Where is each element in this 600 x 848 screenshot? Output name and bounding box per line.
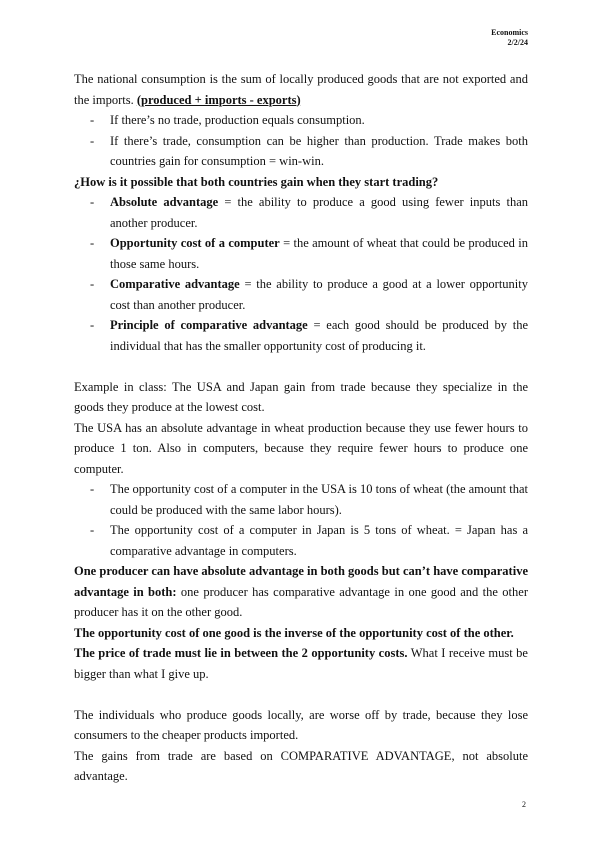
absolute-both-paragraph [74, 561, 528, 623]
definition-text: = the ability to produce a good at a lower opportunity cost than another producer. [110, 277, 528, 312]
header-date: 2/2/24 [507, 38, 528, 47]
price-text: What I receive must be bigger than what I give up. [74, 646, 528, 681]
list-item: - If there’s trade, consumption can be higher than production. Trade makes both countries gain for consumption = win-win. [74, 131, 528, 172]
consumption-formula: (produced + imports - exports) [136, 92, 301, 107]
consumption-paragraph [74, 69, 528, 110]
paragraph-spacer [74, 684, 528, 705]
definition-text: = the ability to produce a good using fewer inputs than another producer. [110, 195, 528, 230]
definition-term: Principle of comparative advantage [110, 318, 308, 332]
local-producers-paragraph: The individuals who produce goods locally, are worse off by trade, because they lose consumers to the cheaper products imported. [74, 707, 528, 742]
list-item: - The opportunity cost of a computer in the USA is 10 tons of wheat (the amount that could be produced with the same labor hours). [74, 479, 528, 520]
definition-term: Absolute advantage [110, 195, 219, 209]
absolute-both-text: one producer has comparative advantage in one good and the other producer has it on the other good. [74, 584, 528, 619]
gains-statement: The gains from trade are based on COMPARATIVE ADVANTAGE, not absolute advantage. [74, 748, 528, 783]
definition-comparative-advantage [74, 274, 528, 315]
price-paragraph [74, 643, 528, 684]
page-header [491, 28, 528, 48]
paragraph-spacer [74, 356, 528, 377]
list-item: - If there’s no trade, production equals consumption. [74, 110, 528, 131]
consumption-text: The national consumption is the sum of locally produced goods that are not exported and the imports. [74, 72, 528, 107]
price-bold: The price of trade must lie in between the 2 opportunity costs. [74, 646, 408, 660]
consumption-list [74, 110, 528, 172]
document-body [74, 69, 528, 787]
page-number: 2 [522, 800, 526, 809]
usa-advantage-paragraph: The USA has an absolute advantage in wheat production because they use fewer hours to produce 1 ton. Also in computers, because they require fewer hours to produce one computer. [74, 420, 528, 476]
definition-principle-comparative-advantage [74, 315, 528, 356]
definition-term: Comparative advantage [110, 277, 240, 291]
definition-opportunity-cost [74, 233, 528, 274]
definition-text: = each good should be produced by the individual that has the smaller opportunity cost of producing it. [110, 318, 529, 353]
definition-text: = the amount of wheat that could be produced in those same hours. [110, 236, 528, 271]
trade-question: ¿How is it possible that both countries gain when they start trading? [74, 174, 439, 189]
definition-absolute-advantage [74, 192, 528, 233]
list-item: - The opportunity cost of a computer in Japan is 5 tons of wheat. = Japan has a comparative advantage in computers. [74, 520, 528, 561]
header-subject: Economics [491, 28, 528, 37]
example-intro: Example in class: The USA and Japan gain from trade because they specialize in the goods they produce at the lowest cost. [74, 379, 528, 414]
definitions-list [74, 192, 528, 356]
absolute-both-bold: One producer can have absolute advantage in both goods but can’t have comparative advantage in both: [74, 564, 528, 599]
opportunity-cost-list [74, 479, 528, 561]
definition-term: Opportunity cost of a computer [110, 236, 280, 250]
inverse-statement: The opportunity cost of one good is the inverse of the opportunity cost of the other. [74, 625, 514, 640]
